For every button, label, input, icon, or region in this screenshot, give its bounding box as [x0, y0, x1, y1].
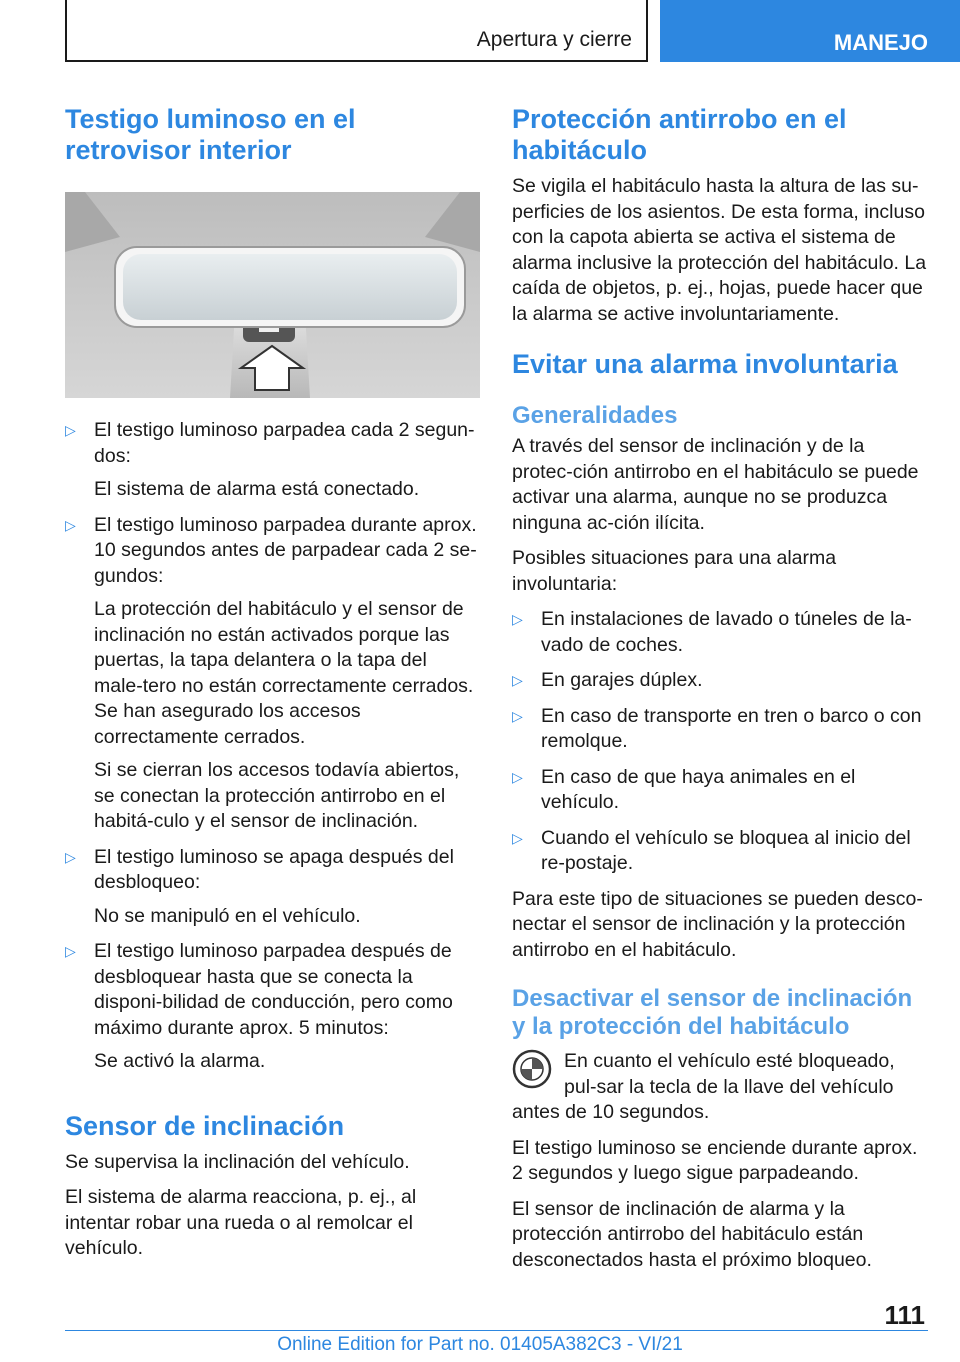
body-text: Se supervisa la inclinación del vehículo.	[65, 1150, 410, 1173]
list-item-text: La protección del habitáculo y el sensor de inclinación no están activados porque las puertas, la tapa delantera o la tapa del male-tero no están correctamente cerrados. Se han asegurado los accesos correctamente cerrados.	[94, 598, 474, 748]
heading-deactivate: Desactivar el sensor de inclinación y la protección del habitáculo	[512, 985, 913, 1040]
footer-edition: Online Edition for Part no. 01405A382C3 - VI/21	[277, 1334, 683, 1355]
list-item	[65, 845, 480, 930]
body-text: El testigo luminoso se enciende durante aprox. 2 segundos y luego sigue parpadeando.	[512, 1136, 918, 1184]
situations-list	[512, 607, 928, 877]
heading-rearview-indicator: Testigo luminoso en el retrovisor interior	[65, 104, 356, 165]
list-item	[512, 704, 928, 755]
list-item-text: En caso de que haya animales en el vehículo.	[541, 765, 856, 813]
list-item-text: Cuando el vehículo se bloquea al inicio del re-postaje.	[541, 826, 911, 874]
header-chapter-tab	[660, 0, 960, 62]
list-item-text: El testigo luminoso parpadea después de desbloquear hasta que se conecta la disponi-bilidad de conducción, pero como máximo durante aprox. 5 minutos:	[94, 940, 453, 1039]
indicator-list	[65, 418, 480, 1075]
rearview-mirror-illustration	[65, 192, 480, 398]
triangle-bullet-icon: ▷	[512, 611, 523, 627]
body-text: Para este tipo de situaciones se pueden desco-nectar el sensor de inclinación y la protección antirrobo en el habitáculo.	[512, 887, 923, 961]
body-text: A través del sensor de inclinación y de la protec-ción antirrobo en el habitáculo se puede activar una alarma, aunque no se produzca ninguna ac-ción ilícita.	[512, 435, 919, 534]
body-text: El sensor de inclinación de alarma y la protección antirrobo del habitáculo están desconectados hasta el próximo bloqueo.	[512, 1197, 872, 1271]
list-item	[512, 607, 928, 658]
body-text: Posibles situaciones para una alarma involuntaria:	[512, 547, 837, 595]
page-number: 111	[884, 1300, 925, 1330]
heading-tilt-sensor: Sensor de inclinación	[65, 1110, 345, 1141]
list-item	[65, 939, 480, 1075]
list-item-text: No se manipuló en el vehículo.	[94, 904, 361, 927]
rearview-mirror-figure	[65, 192, 480, 398]
list-item-text: Se activó la alarma.	[94, 1050, 266, 1072]
list-item-text: El sistema de alarma está conectado.	[94, 478, 420, 500]
triangle-bullet-icon: ▷	[512, 768, 523, 785]
list-item-text: El testigo luminoso se apaga después del desbloqueo:	[94, 845, 454, 893]
bmw-key-icon	[512, 1049, 552, 1089]
body-text-with-icon	[512, 1049, 928, 1126]
header-chapter-label: MANEJO	[833, 30, 928, 55]
triangle-bullet-icon: ▷	[65, 943, 76, 959]
header-section-title: Apertura y cierre	[476, 28, 632, 51]
list-item	[65, 513, 480, 835]
footer-rule	[65, 1330, 928, 1331]
list-item-text: Si se cierran los accesos todavía abiertos, se conectan la protección antirrobo en el habitá-culo y el sensor de inclinación.	[94, 759, 460, 832]
list-item-text: En garajes dúplex.	[541, 669, 703, 691]
triangle-bullet-icon: ▷	[65, 516, 76, 533]
heading-general: Generalidades	[512, 402, 678, 429]
body-text: Se vigila el habitáculo hasta la altura de las su-perficies de los asientos. De esta forma, incluso con la capota abierta se activa el sistema de alarma inclusive la protección del habitáculo. La caída de objetos, p. ej., hojas, puede hacer que la alarma se active involuntariamente.	[512, 175, 927, 325]
list-item	[512, 765, 928, 816]
list-item-text: En caso de transporte en tren o barco o con remolque.	[541, 704, 922, 752]
list-item	[512, 826, 928, 877]
left-column	[65, 104, 480, 1272]
list-item-text: El testigo luminoso parpadea cada 2 segun-dos:	[94, 419, 475, 467]
heading-avoid-alarm: Evitar una alarma involuntaria	[512, 349, 898, 379]
triangle-bullet-icon: ▷	[65, 422, 76, 438]
header-section-box	[65, 0, 648, 62]
list-item	[512, 668, 928, 694]
triangle-bullet-icon: ▷	[512, 829, 523, 846]
list-item-text: En instalaciones de lavado o túneles de la-vado de coches.	[541, 608, 912, 656]
heading-interior-protection: Protección antirrobo en el habitáculo	[512, 104, 847, 165]
list-item	[65, 418, 480, 503]
deactivate-text: En cuanto el vehículo esté bloqueado, pul-sar la tecla de la llave del vehículo antes de 10 segundos.	[512, 1050, 895, 1123]
triangle-bullet-icon: ▷	[65, 848, 76, 865]
triangle-bullet-icon: ▷	[512, 672, 523, 688]
list-item-text: El testigo luminoso parpadea durante aprox. 10 segundos antes de parpadear cada 2 se-gundos:	[94, 513, 477, 587]
triangle-bullet-icon: ▷	[512, 707, 523, 724]
right-column	[512, 104, 928, 1283]
body-text: El sistema de alarma reacciona, p. ej., al intentar robar una rueda o al remolcar el vehículo.	[65, 1186, 417, 1259]
